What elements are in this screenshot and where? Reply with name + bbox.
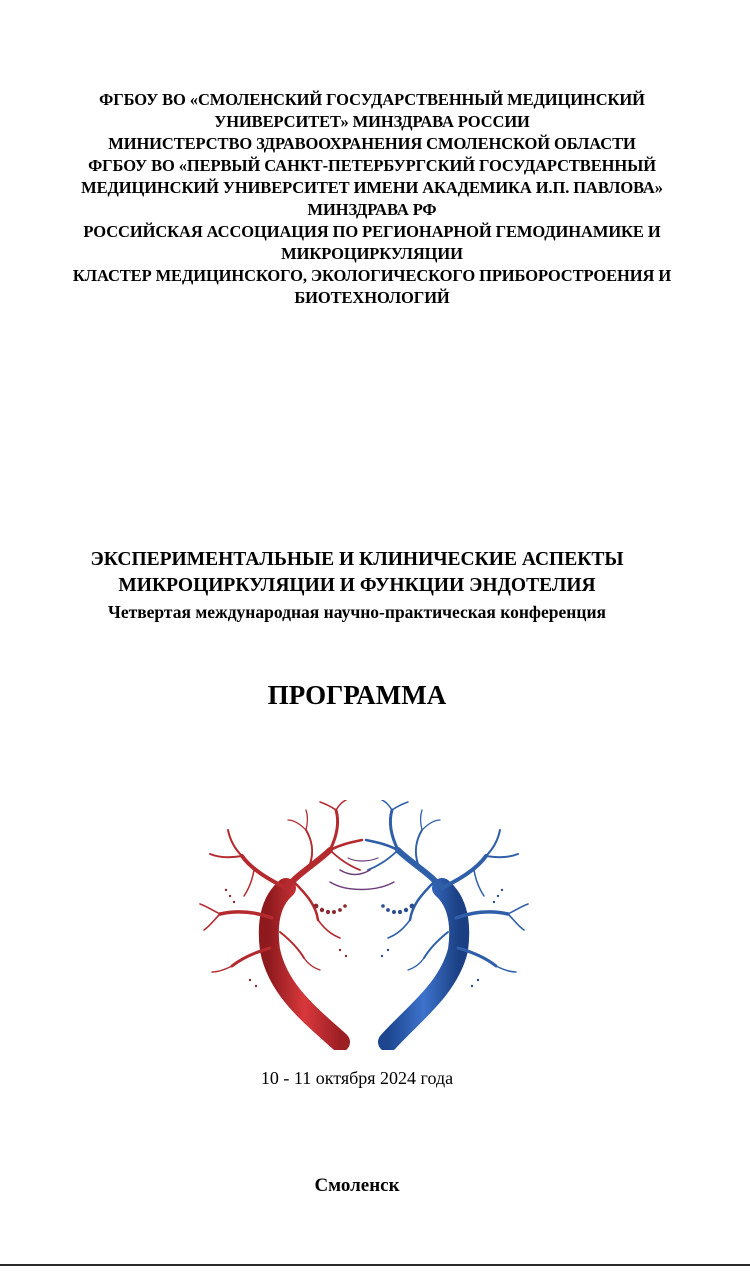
- vascular-tree-icon: [190, 800, 530, 1050]
- organizer-line: УНИВЕРСИТЕТ» МИНЗДРАВА РОССИИ: [214, 112, 530, 131]
- bottom-divider: [0, 1264, 750, 1266]
- conference-subtitle: Четвертая международная научно-практическая конференция: [107, 602, 606, 622]
- organizers-block: [0, 89, 744, 309]
- conference-title-line-1: ЭКСПЕРИМЕНТАЛЬНЫЕ И КЛИНИЧЕСКИЕ АСПЕКТЫ: [90, 549, 624, 570]
- conference-title: [0, 547, 714, 599]
- venous-tree: [366, 800, 528, 1042]
- organizer-line: МИНЗДРАВА РФ: [307, 200, 437, 219]
- organizer-line: БИОТЕХНОЛОГИЙ: [294, 288, 450, 307]
- organizer-line: ФГБОУ ВО «СМОЛЕНСКИЙ ГОСУДАРСТВЕННЫЙ МЕДИЦИНСКИЙ: [99, 90, 645, 109]
- organizer-line: МИКРОЦИРКУЛЯЦИИ: [281, 244, 463, 263]
- conference-dates: 10 - 11 октября 2024 года: [260, 1068, 454, 1088]
- capillary-bridge: [330, 858, 394, 890]
- conference-title-line-2: МИКРОЦИРКУЛЯЦИИ И ФУНКЦИИ ЭНДОТЕЛИЯ: [118, 575, 596, 596]
- organizer-line: РОССИЙСКАЯ АССОЦИАЦИЯ ПО РЕГИОНАРНОЙ ГЕМОДИНАМИКЕ И: [83, 222, 661, 241]
- organizer-line: КЛАСТЕР МЕДИЦИНСКОГО, ЭКОЛОГИЧЕСКОГО ПРИБОРОСТРОЕНИЯ И: [72, 266, 672, 285]
- organizer-line: ФГБОУ ВО «ПЕРВЫЙ САНКТ-ПЕТЕРБУРГСКИЙ ГОСУДАРСТВЕННЫЙ: [88, 156, 656, 175]
- arterial-tree: [200, 800, 362, 1042]
- organizer-line: МЕДИЦИНСКИЙ УНИВЕРСИТЕТ ИМЕНИ АКАДЕМИКА И.П. ПАВЛОВА»: [81, 178, 663, 197]
- document-type-heading: ПРОГРАММА: [267, 680, 447, 710]
- organizer-line: МИНИСТЕРСТВО ЗДРАВООХРАНЕНИЯ СМОЛЕНСКОЙ ОБЛАСТИ: [108, 134, 636, 153]
- conference-city: Смоленск: [314, 1175, 400, 1196]
